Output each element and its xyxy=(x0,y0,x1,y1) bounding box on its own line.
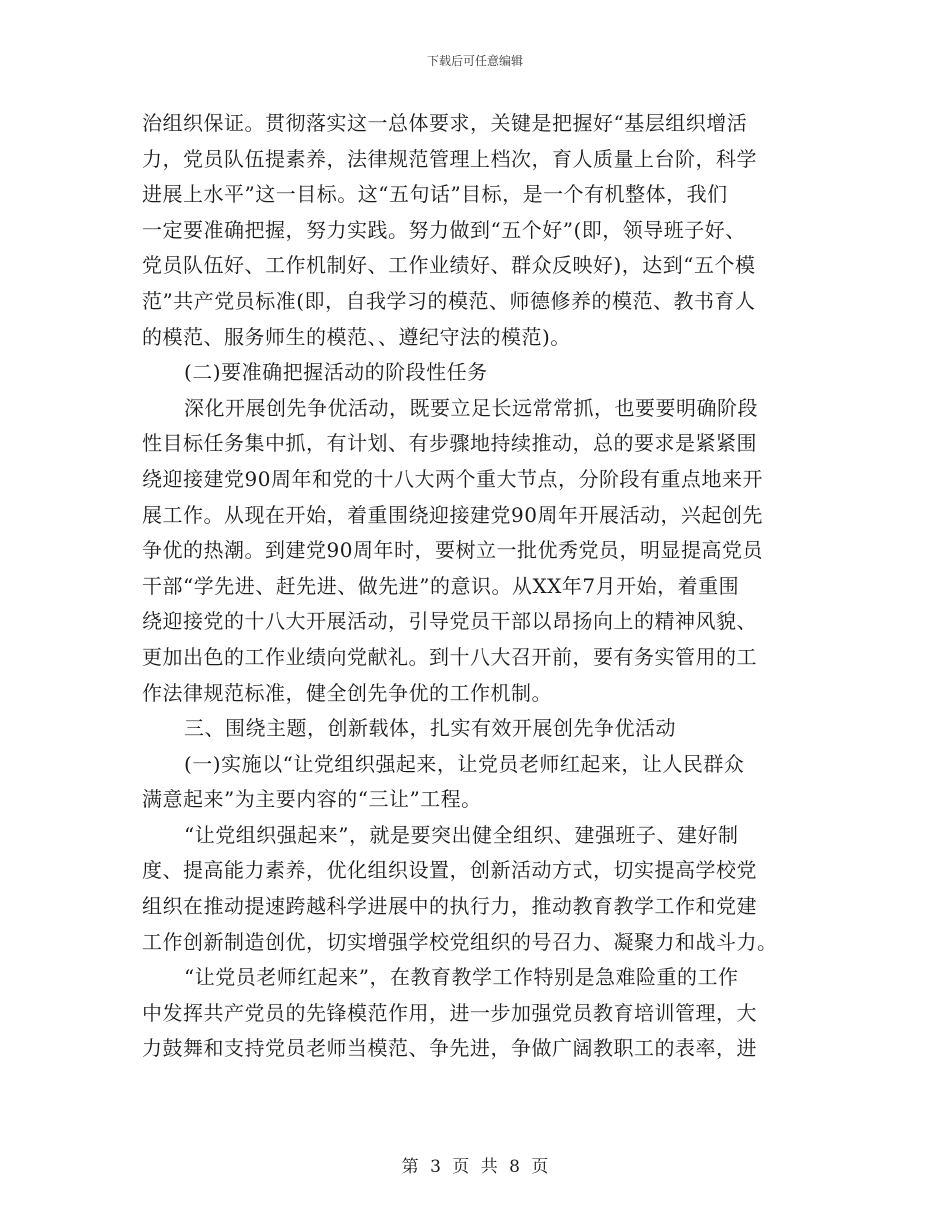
text-line: 中发挥共产党员的先锋模范作用，进一步加强党员教育培训管理，大 xyxy=(142,1000,757,1025)
page-footer: 第 3 页 共 8 页 xyxy=(401,1157,549,1177)
text-line: (二)要准确把握活动的阶段性任务 xyxy=(184,360,488,385)
text-line: “让党组织强起来”，就是要突出健全组织、建强班子、建好制 xyxy=(184,822,739,847)
text-line: 组织在推动提速跨越科学进展中的执行力，推动教育教学工作和党建 xyxy=(142,894,757,919)
text-line: (一)实施以“让党组织强起来，让党员老师红起来，让人民群众 xyxy=(184,751,745,776)
text-line: 治组织保证。贯彻落实这一总体要求，关键是把握好“基层组织增活 xyxy=(142,111,748,135)
body-text xyxy=(142,106,812,1067)
text-line: 展工作。从现在开始，着重围绕迎接建党90周年开展活动，兴起创先 xyxy=(142,502,763,527)
text-line: 的模范、服务师生的模范、、遵纪守法的模范)。 xyxy=(142,324,571,349)
text-line: 满意起来”为主要内容的“三让”工程。 xyxy=(142,787,482,812)
page-header: 下载后可任意编辑 xyxy=(426,54,523,68)
text-line: 绕迎接建党90周年和党的十八大两个重大节点，分阶段有重点地来开 xyxy=(142,466,763,491)
text-line: 范”共产党员标准(即，自我学习的模范、师德修养的模范、教书育人 xyxy=(142,288,756,313)
text-line: 三、围绕主题，创新载体，扎实有效开展创先争优活动 xyxy=(184,716,676,741)
text-line: 深化开展创先争优活动，既要立足长远常常抓，也要要明确阶段 xyxy=(184,395,758,420)
text-line: 性目标任务集中抓，有计划、有步骤地持续推动，总的要求是紧紧围 xyxy=(142,431,757,456)
text-line: 绕迎接党的十八大开展活动，引导党员干部以昂扬向上的精神风貌、 xyxy=(142,609,757,634)
text-line: 干部“学先进、赶先进、做先进”的意识。从XX年7月开始，着重围 xyxy=(142,573,740,598)
text-line: 党员队伍好、工作机制好、工作业绩好、群众反映好)，达到“五个模 xyxy=(142,253,756,278)
text-line: 作法律规范标准，健全创先争优的工作机制。 xyxy=(142,680,552,705)
text-line: 度、提高能力素养，优化组织设置，创新活动方式，切实提高学校党 xyxy=(142,858,757,883)
text-line: 力，党员队伍提素养，法律规范管理上档次，育人质量上台阶，科学 xyxy=(142,146,757,171)
text-line: 进展上水平”这一目标。这“五句话”目标，是一个有机整体，我们 xyxy=(142,182,728,207)
text-line: 工作创新制造创优，切实增强学校党组织的号召力、凝聚力和战斗力。 xyxy=(142,929,778,954)
text-line: 争优的热潮。到建党90周年时，要树立一批优秀党员，明显提高党员 xyxy=(142,538,763,563)
text-line: 一定要准确把握，努力实践。努力做到“五个好”(即，领导班子好、 xyxy=(142,217,746,242)
text-line: 力鼓舞和支持党员老师当模范、争先进，争做广阔教职工的表率，进 xyxy=(142,1036,757,1061)
text-line: “让党员老师红起来”，在教育教学工作特别是急难险重的工作 xyxy=(184,965,739,990)
text-line: 更加出色的工作业绩向党献礼。到十八大召开前，要有务实管用的工 xyxy=(142,644,757,669)
